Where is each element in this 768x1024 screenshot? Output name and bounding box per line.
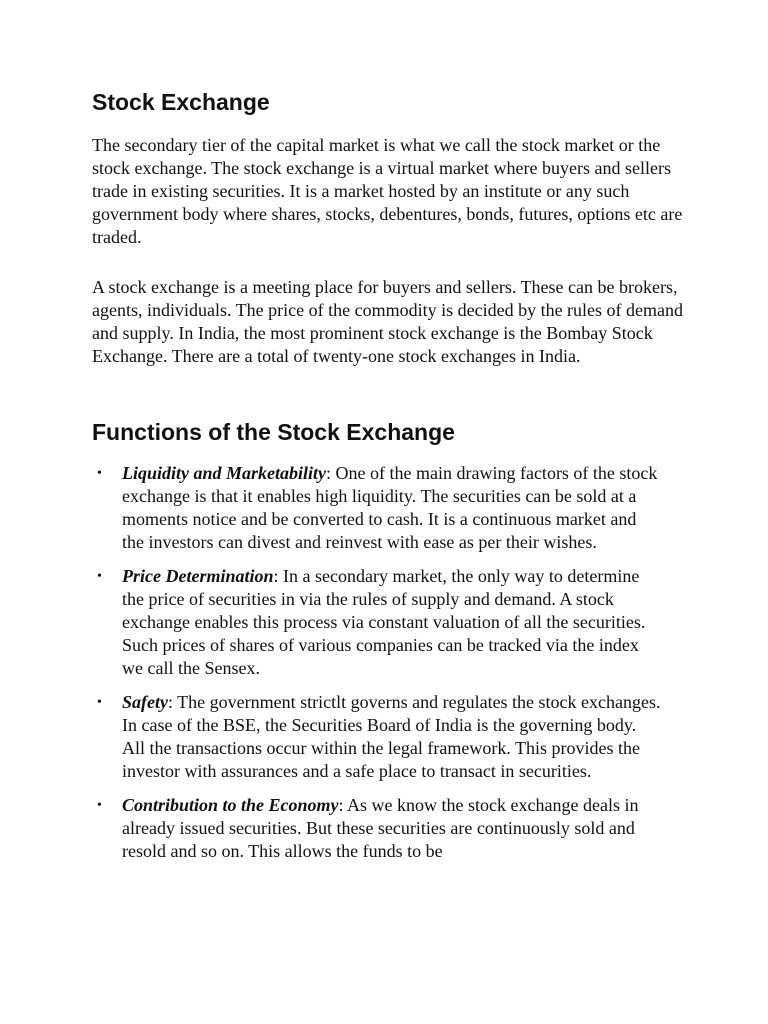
function-description: : In a secondary market, the only way to determine the price of securities in via the rules of supply and demand. A stock exchange enables this process via constant valuation of all the securities. Such prices of shares of various companies can be tracked via the index we call the Sensex.: [122, 566, 646, 678]
function-description: : The government strictlt governs and regulates the stock exchanges. In case of the BSE, the Securities Board of India is the governing body. All the transactions occur within the legal framework. This provides the investor with assurances and a safe place to transact in securities.: [122, 692, 661, 781]
function-term: Safety: [122, 692, 168, 712]
bullet-icon: •: [97, 569, 102, 584]
list-item: [0, 794, 662, 863]
list-item: [0, 691, 662, 783]
intro-paragraph: The secondary tier of the capital market is what we call the stock market or the stock exchange. The stock exchange is a virtual market where buyers and sellers trade in existing securities. It is a market hosted by an institute or any such government body where shares, stocks, debentures, bonds, futures, options etc are traded.: [92, 135, 683, 247]
bullet-icon: •: [97, 695, 102, 710]
bullet-icon: •: [97, 466, 102, 481]
function-term: Price Determination: [122, 566, 274, 586]
functions-list: [0, 462, 768, 874]
meeting-place-paragraph: A stock exchange is a meeting place for buyers and sellers. These can be brokers, agents, individuals. The price of the commodity is decided by the rules of demand and supply. In India, the most prominent stock exchange is the Bombay Stock Exchange. There are a total of twenty-one stock exchanges in India.: [92, 277, 684, 366]
function-term: Liquidity and Marketability: [122, 463, 327, 483]
section-heading-functions: Functions of the Stock Exchange: [92, 419, 455, 445]
page-title: Stock Exchange: [92, 89, 270, 115]
list-item: [0, 462, 662, 554]
bullet-icon: •: [97, 798, 102, 813]
function-description: : One of the main drawing factors of the stock exchange is that it enables high liquidity. The securities can be sold at a moments notice and be converted to cash. It is a continuous market and the investors can divest and reinvest with ease as per their wishes.: [122, 463, 658, 552]
function-term: Contribution to the Economy: [122, 795, 339, 815]
function-description: : As we know the stock exchange deals in already issued securities. But these securities are continuously sold and resold and so on. This allows the funds to be: [122, 795, 639, 861]
list-item: [0, 565, 662, 680]
